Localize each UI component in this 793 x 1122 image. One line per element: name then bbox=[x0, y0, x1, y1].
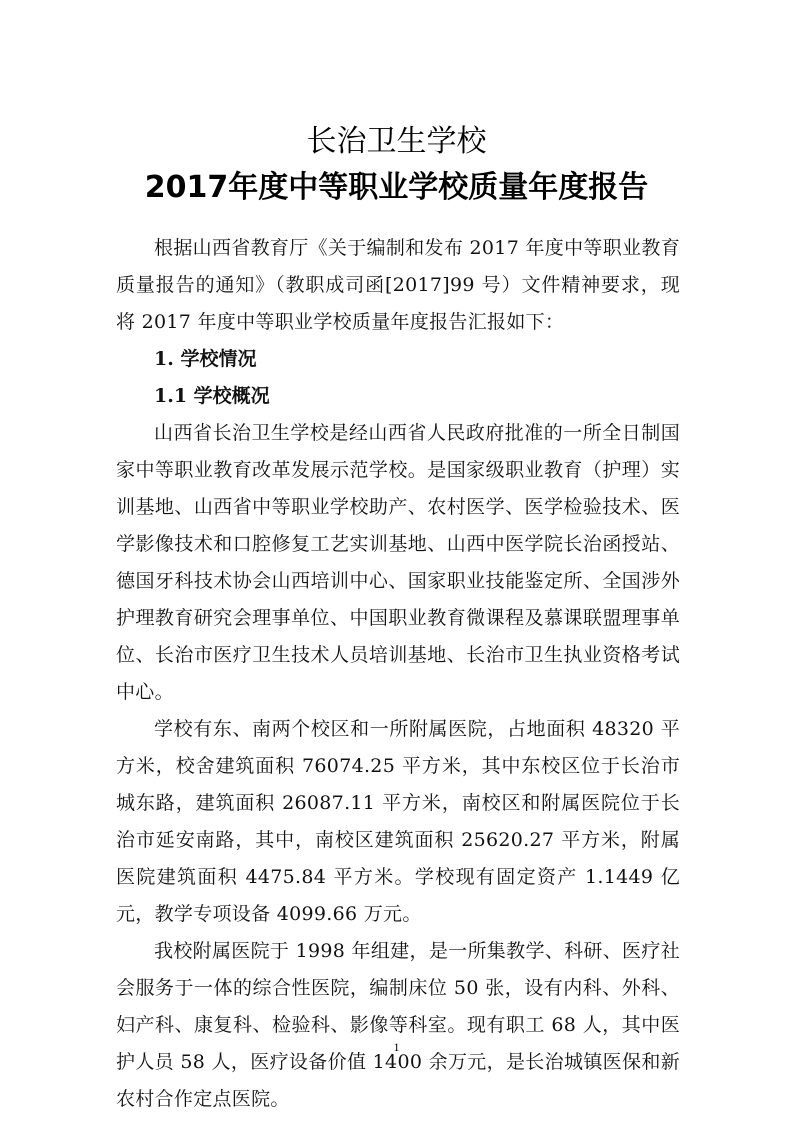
document-title-report: 2017年度中等职业学校质量年度报告 bbox=[144, 170, 649, 205]
affiliated-hospital-paragraph: 我校附属医院于 1998 年组建，是一所集教学、科研、医疗社会服务于一体的综合性医院，编制床位 50 张，设有内科、外科、妇产科、康复科、检验科、影像等科室。现有职工 68 人，其中医护人员 58 人，医疗设备价值 1400 余万元，是长治城镇医保和新农村合作定点医院。 bbox=[116, 940, 680, 1110]
section-1-heading: 1. 学校情况 bbox=[154, 348, 257, 370]
campus-facilities-paragraph: 学校有东、南两个校区和一所附属医院，占地面积 48320 平方米，校舍建筑面积 76074.25 平方米，其中东校区位于长治市城东路，建筑面积 26087.11 平方米，南校区和附属医院位于长治市延安南路，其中，南校区建筑面积 25620.27 平方米，附属医院建筑面积 4475.84 平方米。学校现有固定资产 1.1449 亿元，教学专项设备 4099.66 万元。 bbox=[116, 718, 680, 925]
intro-paragraph: 根据山西省教育厅《关于编制和发布 2017 年度中等职业教育质量报告的通知》（教职成司函[2017]99 号）文件精神要求，现将 2017 年度中等职业学校质量年度报告汇报如下： bbox=[116, 237, 680, 333]
document-title-school: 长治卫生学校 bbox=[306, 124, 487, 159]
page-number: 1 bbox=[393, 1040, 400, 1054]
school-overview-paragraph: 山西省长治卫生学校是经山西省人民政府批准的一所全日制国家中等职业教育改革发展示范学校。是国家级职业教育（护理）实训基地、山西省中等职业学校助产、农村医学、医学检验技术、医学影像技术和口腔修复工艺实训基地、山西中医学院长治函授站、德国牙科技术协会山西培训中心、国家职业技能鉴定所、全国涉外护理教育研究会理事单位、中国职业教育微课程及慕课联盟理事单位、长治市医疗卫生技术人员培训基地、长治市卫生执业资格考试中心。 bbox=[116, 422, 680, 703]
document-body bbox=[116, 230, 680, 1118]
section-1-1-heading: 1.1 学校概况 bbox=[154, 385, 270, 407]
